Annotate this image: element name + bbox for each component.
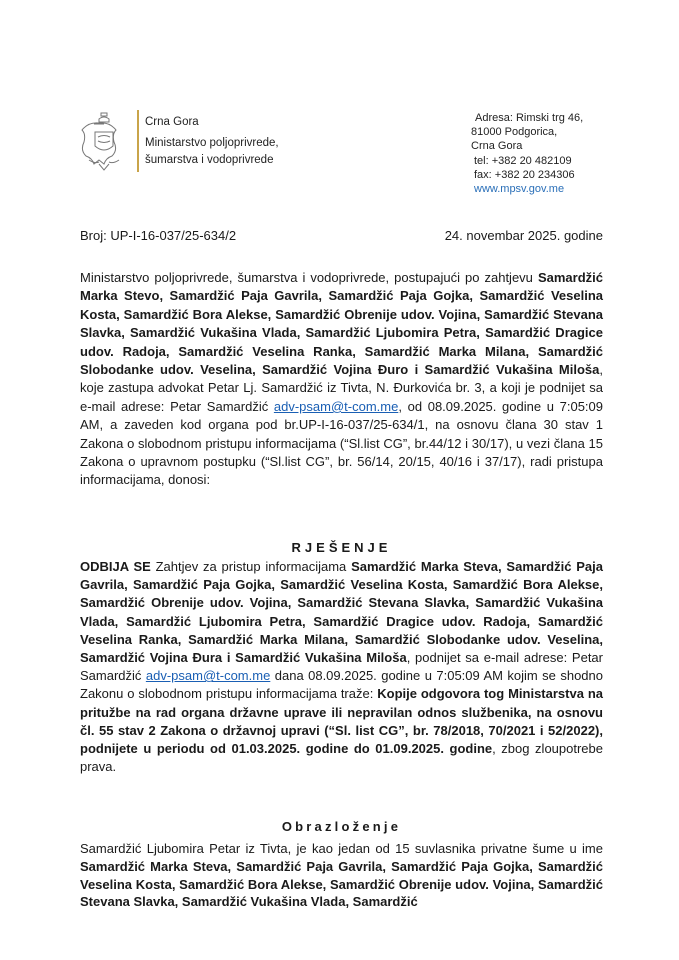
bold-text: ODBIJA SE <box>80 559 151 574</box>
bold-text: Kopije odgovora tog Ministarstva na pritužbe na rad organa državne uprave ili nepravilan odnos službenika, na osnovu čl. 55 stav 2 Zakona o državnoj upravi (“Sl. list CG”, br. 78/2018, 70/2021 i 52/2022), podnijete u periodu od 01.03.2025. godine do 01.09.2025. godine <box>80 686 603 757</box>
phone: tel: +382 20 482109 <box>474 154 572 167</box>
organization-block <box>145 114 279 169</box>
decision-heading: RJEŠENJE <box>291 540 392 555</box>
text-run: , od 08.09.2025. godine u 7:05:09 AM, a zaveden kod organa pod br.UP-I-16-037/25-634/1, na osnovu člana 30 stav 1 Zakona o slobodnom pristupu informacijama (“Sl.list CG”, br.44/12 i 30/17), u vezi člana 15 Zakona o upravnom postupku (“Sl.list CG”, br. 56/14, 20/15, 40/16 i 37/17), radi pristupa informacijama, donosi: <box>80 398 604 488</box>
document-meta <box>80 228 603 243</box>
address-line: Crna Gora <box>471 140 523 153</box>
document-number: Broj: UP-I-16-037/25-634/2 <box>80 228 237 243</box>
document-date: 24. novembar 2025. godine <box>444 228 603 243</box>
text-run: , koje zastupa advokat Petar Lj. Samardžić iz Tivta, N. Đurkovića br. 3, a koji je podnijet sa e-mail adrese: Petar Samardžić <box>80 362 603 414</box>
address-line: 81000 Podgorica, <box>471 126 558 139</box>
bold-text: Samardžić Marka Stevo, Samardžić Paja Gavrila, Samardžić Paja Gojka, Samardžić Veselina Kosta, Samardžić Bora Alekse, Samardžić Obrenije udov. Vojina, Samardžić Stevana Slavka, Samardžić Vukašina Vlada, Samardžić Ljubomira Petra, Samardžić Dragice udov. Radoja, Samardžić Veselina Ranka, Samardžić Marka Milana, Samardžić Slobodanke udov. Veselina, Samardžić Vojina Đuro i Samardžić Vukašina Miloša <box>80 270 603 378</box>
address-line: Adresa: Rimski trg 46, <box>475 112 584 124</box>
bold-text: Samardžić Marka Steva, Samardžić Paja Gavrila, Samardžić Paja Gojka, Samardžić Veselina Kosta, Samardžić Bora Alekse, Samardžić Obrenije udov. Vojina, Samardžić Stevana Slavka, Samardžić Vukašina Vlada, Samardžić <box>80 858 603 910</box>
text-run: , podnijet sa e-mail adrese: Petar Samardžić <box>80 650 603 684</box>
website-link[interactable]: www.mpsv.gov.me <box>474 183 565 196</box>
email-link[interactable]: adv-psam@t-com.me <box>145 668 271 684</box>
intro-paragraph <box>80 269 603 490</box>
ministry-name-line2: šumarstva i vodoprivrede <box>145 154 274 166</box>
text-run: , zbog zloupotrebe prava. <box>80 741 603 775</box>
email-link[interactable]: adv-psam@t-com.me <box>273 398 399 414</box>
text-run: Zahtjev za pristup informacijama <box>150 559 352 574</box>
country-name: Crna Gora <box>145 116 199 128</box>
decision-paragraph <box>80 558 603 776</box>
coat-of-arms-icon <box>79 110 129 172</box>
letterhead-divider <box>137 110 139 172</box>
fax: fax: +382 20 234306 <box>474 168 575 181</box>
ministry-name-line1: Ministarstvo poljoprivrede, <box>145 137 279 149</box>
address-block <box>471 111 583 196</box>
text-run: Samardžić Ljubomira Petar iz Tivta, je kao jedan od 15 suvlasnika privatne šume u ime <box>80 841 603 856</box>
text-run: Ministarstvo poljoprivrede, šumarstva i vodoprivrede, postupajući po zahtjevu <box>80 270 538 285</box>
reasoning-paragraph <box>80 840 603 911</box>
bold-text: Samardžić Marka Steva, Samardžić Paja Gavrila, Samardžić Paja Gojka, Samardžić Veselina Kosta, Samardžić Bora Alekse, Samardžić Obrenije udov. Vojina, Samardžić Stevana Slavka, Samardžić Vukašina Vlada, Samardžić Ljubomira Petra, Samardžić Dragice udov. Radoja, Samardžić Veselina Ranka, Samardžić Marka Milana, Samardžić Slobodanke udov. Veselina, Samardžić Vojina Đura i Samardžić Vukašina Miloša <box>80 559 603 666</box>
reasoning-heading: Obrazloženje <box>281 819 402 834</box>
text-run: dana 08.09.2025. godine u 7:05:09 AM kojim se shodno Zakonu o slobodnom pristupu informacijama traže: <box>80 668 603 702</box>
